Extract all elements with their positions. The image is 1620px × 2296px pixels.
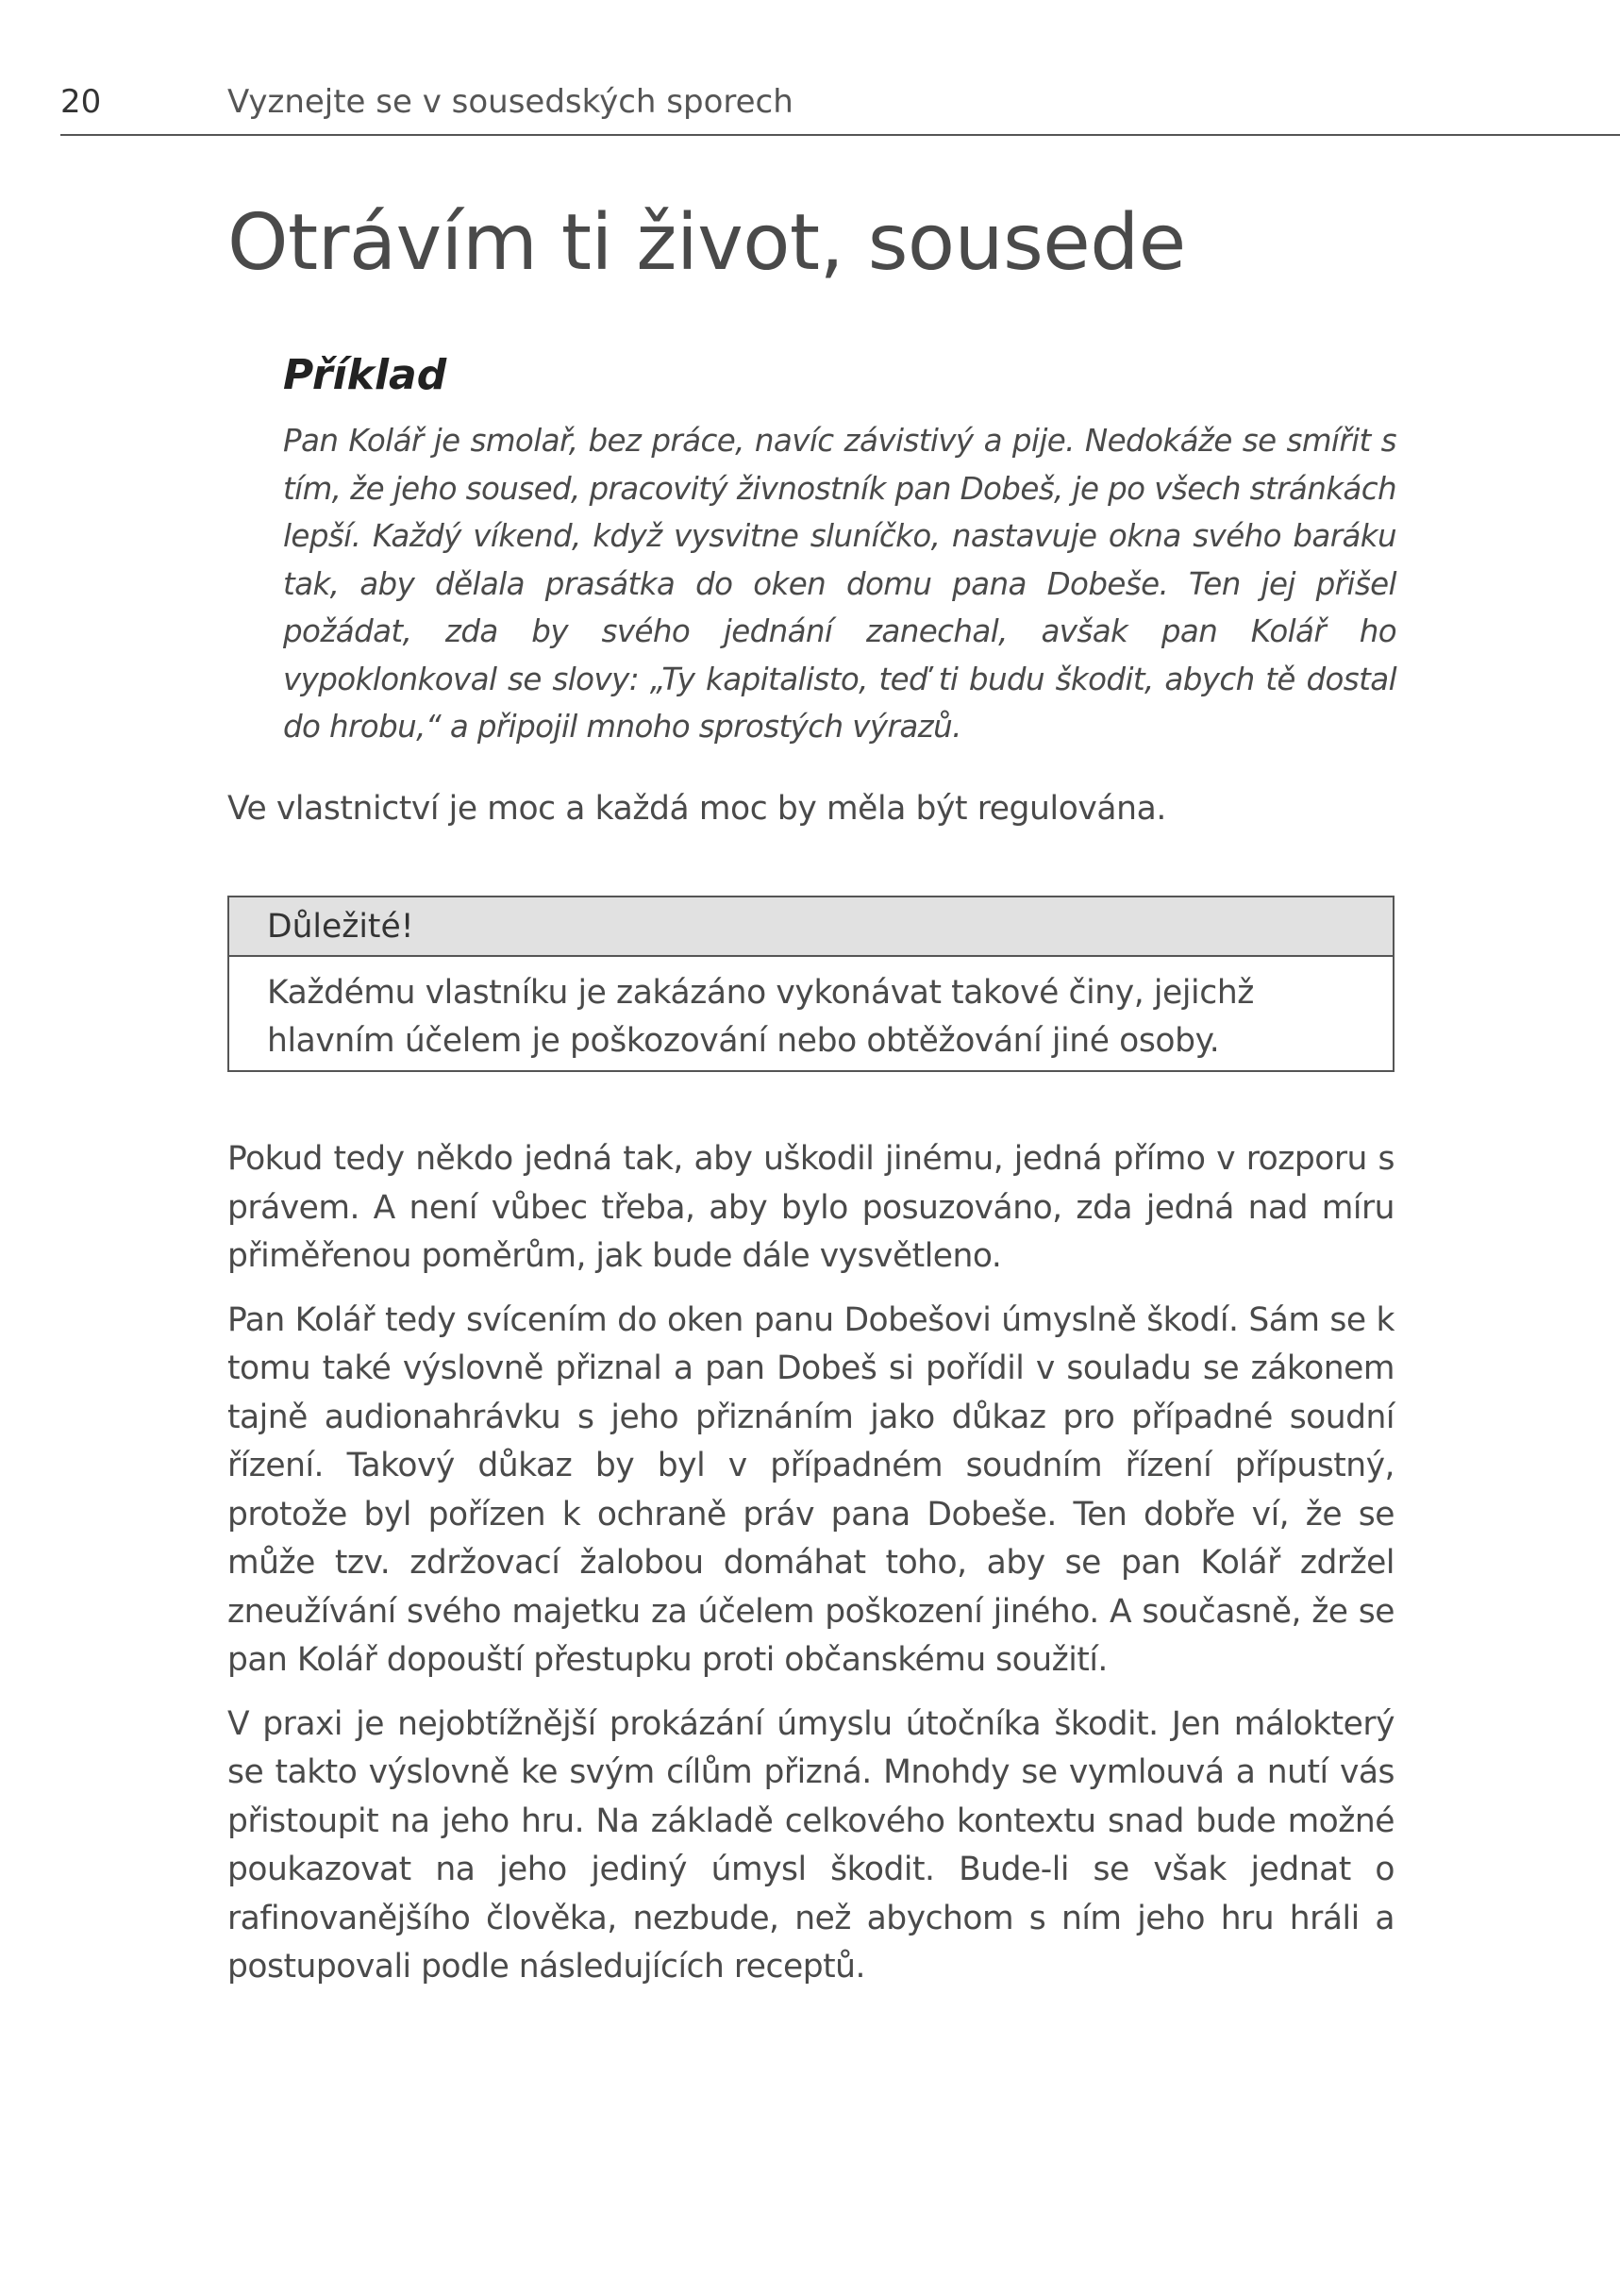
example-heading: Příklad	[283, 351, 447, 399]
running-title: Vyznejte se v sousedských sporech	[227, 83, 793, 121]
note-text: Každému vlastníku je zakázáno vykonávat takové činy, jejichž hlavním účelem je poškozování nebo obtěžování jiné osoby.	[267, 974, 1254, 1060]
note-title: Důležité!	[229, 897, 1393, 957]
lead-paragraph: Ve vlastnictví je moc a každá moc by měla být regulována.	[227, 790, 1166, 828]
body-paragraph: Pokud tedy někdo jedná tak, aby uškodil jinému, jedná přímo v rozporu s právem. A není vůbec třeba, aby bylo posuzováno, zda jedná nad míru přiměřenou poměrům, jak bude dále vysvětleno.	[227, 1140, 1395, 1275]
body-paragraph: Pan Kolář tedy svícením do oken panu Dobešovi úmyslně škodí. Sám se k tomu také výslovně přiznal a pan Dobeš si pořídil v souladu se zákonem tajně audionahrávku s jeho přiznáním jako důkaz pro případné soudní řízení. Takový důkaz by byl v případném soudním řízení přípustný, protože byl pořízen k ochraně práv pana Dobeše. Ten dobře ví, že se může tzv. zdržovací žalobou domáhat toho, aby se pan Kolář zdržel zneužívání svého majetku za účelem poškození jiného. A současně, že se pan Kolář dopouští přestupku proti občanskému soužití.	[227, 1300, 1395, 1679]
chapter-title: Otrávím ti život, sousede	[227, 198, 1186, 288]
example-text: Pan Kolář je smolař, bez práce, navíc závistivý a pije. Nedokáže se smířit s tím, že jeho soused, pracovitý živnostník pan Dobeš, je po všech stránkách lepší. Každý víkend, když vysvitne sluníčko, nastavuje okna svého baráku tak, aby dělala prasátka do oken domu pana Dobeše. Ten jej přišel požádat, zda by svého jednání zanechal, avšak pan Kolář ho vypoklonkoval se slovy: „Ty kapitalisto, teď ti budu škodit, abych tě dostal do hrobu,“ a připojil mnoho sprostých výrazů.	[283, 423, 1396, 745]
important-note-box	[227, 896, 1395, 1072]
body-text	[227, 1135, 1395, 2007]
example-block	[283, 342, 1396, 751]
body-paragraph: V praxi je nejobtížnější prokázání úmyslu útočníka škodit. Jen málokterý se takto výslovně ke svým cílům přizná. Mnohdy se vymlouvá a nutí vás přistoupit na jeho hru. Na základě celkového kontextu snad bude možné poukazovat na jeho jediný úmysl škodit. Bude-li se však jednat o rafinovanějšího člověka, nezbude, než abychom s ním jeho hru hráli a postupovali podle následujících receptů.	[227, 1704, 1395, 1986]
running-header	[60, 81, 1620, 136]
page-number: 20	[60, 83, 102, 121]
